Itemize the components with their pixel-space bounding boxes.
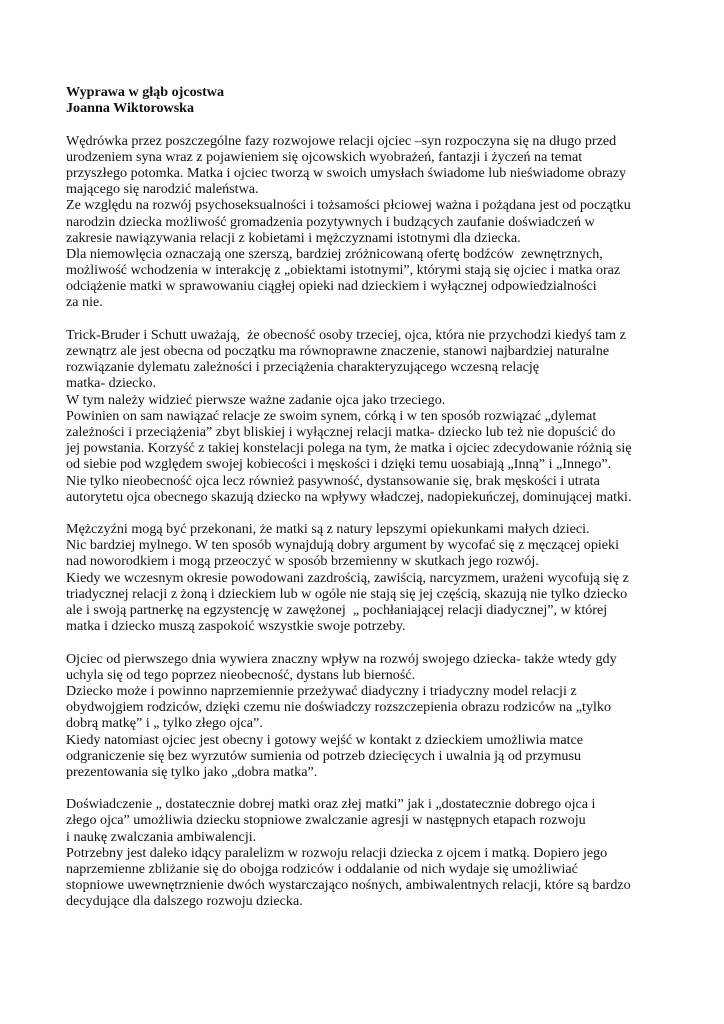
paragraph-line: Nic bardziej mylnego. W ten sposób wynajdują dobry argument by wycofać się z męczącej opieki bbox=[66, 537, 620, 554]
paragraph-line: naprzemienne zbliżanie się do obojga rodziców i oddalanie od nich wydaje się umożliwiać bbox=[66, 861, 578, 877]
paragraph bbox=[66, 327, 666, 505]
paragraph-line: Kiedy we wczesnym okresie powodowani zazdrością, zawiścią, narcyzmem, urażeni wycofują się z bbox=[66, 569, 629, 586]
paragraph-line: Powinien on sam nawiązać relacje ze swoim synem, córką i w ten sposób rozwiązać „dylemat bbox=[66, 407, 597, 424]
blank-line bbox=[66, 780, 666, 796]
paragraph bbox=[66, 521, 666, 634]
paragraph-line: stopniowe uwewnętrznienie dwóch wystarczająco nośnych, ambiwalentnych relacji, które są bardzo bbox=[66, 877, 631, 894]
paragraph-line: zależności i przeciążenia” zbyt bliskiej i wyłącznej relacji matka- dziecko lub też nie dopuścić do bbox=[66, 423, 616, 440]
paragraph-line: Nie tylko nieobecność ojca lecz również pasywność, dystansowanie się, brak męskości i utrata bbox=[66, 472, 600, 489]
blank-line bbox=[66, 116, 666, 132]
paragraph-line: jej powstania. Korzyść z takiej konstelacji polega na tym, że matka i ojciec zdecydowanie różnią się bbox=[66, 440, 632, 457]
paragraph-line: prezentowania się tylko jako „dobra matka”. bbox=[66, 763, 318, 780]
paragraph bbox=[66, 796, 666, 909]
paragraph-line: matka i dziecko muszą zaspokoić wszystkie swoje potrzeby. bbox=[66, 618, 406, 635]
paragraph-line: odciążenie matki w sprawowaniu ciągłej opieki nad dzieckiem i wyłącznej odpowiedzialności bbox=[66, 278, 597, 295]
paragraph-line: Mężczyźni mogą być przekonani, że matki są z natury lepszymi opiekunkami małych dzieci. bbox=[66, 521, 590, 538]
paragraph-line: zakresie nawiązywania relacji z kobietami i mężczyznami istotnymi dla dziecka. bbox=[66, 229, 521, 246]
paragraph-line: i naukę zwalczania ambiwalencji. bbox=[66, 828, 257, 845]
paragraph-line: obydwojgiem rodziców, dzięki czemu nie doświadczy rozszczepienia obrazu rodziców na „tylko bbox=[66, 699, 612, 716]
paragraph-line: mającego się narodzić maleństwa. bbox=[66, 181, 259, 198]
paragraph-line: W tym należy widzieć pierwsze ważne zadanie ojca jako trzeciego. bbox=[66, 391, 446, 408]
paragraph-line: odgraniczenie się bez wyrzutów sumienia od potrzeb dziecięcych i uwalnia ją od przymusu bbox=[66, 747, 582, 764]
paragraph-line: narodzin dziecka możliwość gromadzenia pozytywnych i budzących zaufanie doświadczeń w bbox=[66, 213, 595, 230]
paragraph-line: Ze względu na rozwój psychoseksualności i tożsamości płciowej ważna i pożądana jest od początku bbox=[66, 197, 631, 214]
paragraph-line: rozwiązanie dylematu zależności i przeciążenia charakteryzującego wczesną relację bbox=[66, 359, 540, 376]
paragraph-line: Doświadczenie „ dostatecznie dobrej matki oraz złej matki” jak i „dostatecznie dobrego ojca i bbox=[66, 796, 596, 813]
paragraph-line: Kiedy natomiast ojciec jest obecny i gotowy wejść w kontakt z dzieckiem umożliwia matce bbox=[66, 731, 584, 748]
paragraph-line: za nie. bbox=[66, 294, 103, 311]
paragraph-line: Potrzebny jest daleko idący paralelizm w rozwoju relacji dziecka z ojcem i matką. Dopiero jego bbox=[66, 844, 608, 861]
document-author: Joanna Wiktorowska bbox=[66, 100, 195, 117]
paragraph-line: Trick-Bruder i Schutt uważają, że obecność osoby trzeciej, ojca, która nie przychodzi kiedyś tam z bbox=[66, 326, 626, 343]
paragraph-line: urodzeniem syna wraz z pojawieniem się ojcowskich wyobrażeń, fantazji i życzeń na temat bbox=[66, 148, 583, 165]
paragraph-line: Ojciec od pierwszego dnia wywiera znaczny wpływ na rozwój swojego dziecka- także wtedy gdy bbox=[66, 650, 617, 667]
paragraph-line: zewnątrz ale jest obecna od początku ma równoprawne znaczenie, stanowi najbardziej naturalne bbox=[66, 343, 610, 359]
paragraph-line: od siebie pod względem swojej kobiecości i męskości i dzięki temu uosabiają „Inną” i „Innego”. bbox=[66, 456, 612, 473]
paragraph-line: uchyla się od tego poprzez nieobecność, dystans lub bierność. bbox=[66, 666, 416, 683]
paragraph-line: Dziecko może i powinno naprzemiennie przeżywać diadyczny i triadyczny model relacji z bbox=[66, 682, 577, 699]
blank-line bbox=[66, 634, 666, 650]
blank-line bbox=[66, 505, 666, 521]
document-body bbox=[66, 133, 666, 910]
paragraph-line: złego ojca” umożliwia dziecku stopniowe zwalczanie agresji w następnych etapach rozwoju bbox=[66, 812, 586, 829]
paragraph-line: autorytetu ojca obecnego skazują dziecko na wpływy władczej, nadopiekuńczej, dominującej matki. bbox=[66, 488, 632, 505]
paragraph bbox=[66, 651, 666, 781]
paragraph-line: triadycznej relacji z żoną i dzieckiem lub w ogóle nie stają się jej częścią, skazują nie tylko dziecko bbox=[66, 585, 628, 602]
paragraph-line: przyszłego potomka. Matka i ojciec tworzą w swoich umysłach świadome lub nieświadome obrazy bbox=[66, 164, 627, 181]
paragraph bbox=[66, 133, 666, 311]
paragraph-line: Wędrówka przez poszczególne fazy rozwojowe relacji ojciec –syn rozpoczyna się na długo przed bbox=[66, 132, 617, 149]
paragraph-line: nad noworodkiem i mogą przeoczyć w sposób brzemienny w skutkach jego rozwój. bbox=[66, 553, 539, 570]
blank-line bbox=[66, 311, 666, 327]
paragraph-line: matka- dziecko. bbox=[66, 375, 156, 392]
paragraph-line: decydujące dla dalszego rozwoju dziecka. bbox=[66, 893, 303, 910]
paragraph-line: dobrą matkę” i „ tylko złego ojca”. bbox=[66, 715, 263, 732]
paragraph-line: Dla niemowlęcia oznaczają one szerszą, bardziej zróżnicowaną ofertę bodźców zewnętrznych, bbox=[66, 245, 603, 262]
document-title: Wyprawa w głąb ojcostwa bbox=[66, 84, 225, 100]
document-page bbox=[66, 84, 666, 910]
paragraph-line: możliwość wchodzenia w interakcję z „obiektami istotnymi”, którymi stają się ojciec i matka oraz bbox=[66, 262, 621, 279]
paragraph-line: ale i swoją partnerkę na egzystencję w zawężonej „ pochłaniającej relacji diadycznej”, w której bbox=[66, 602, 608, 618]
